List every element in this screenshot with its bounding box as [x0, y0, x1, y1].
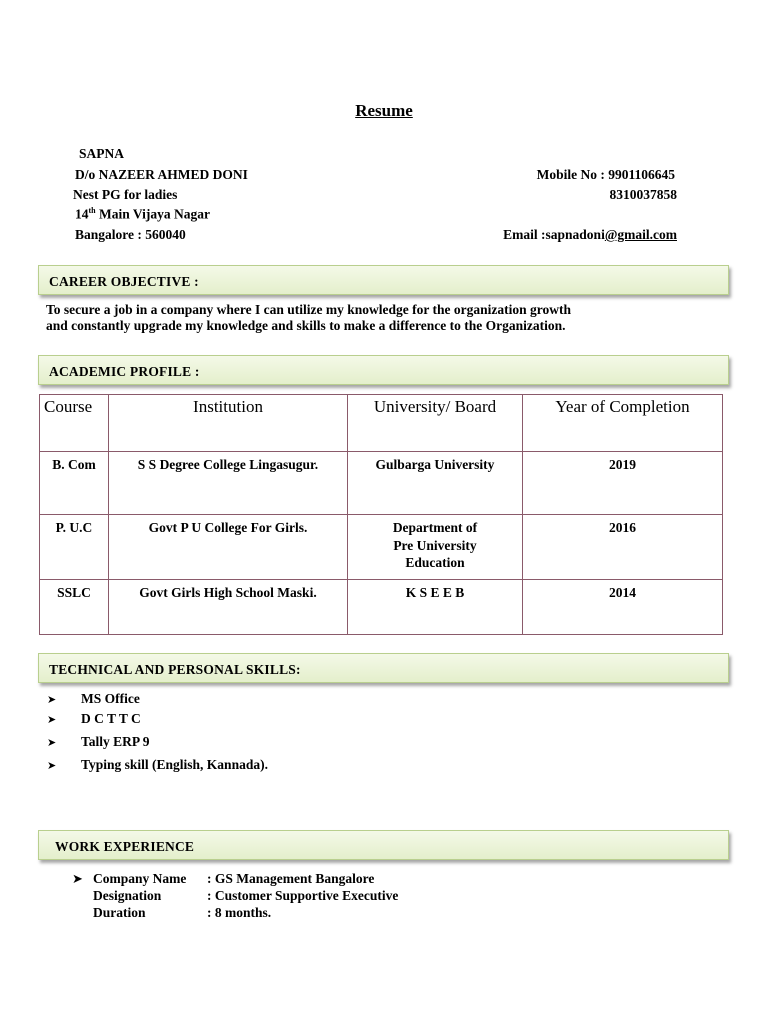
institution-cell: S S Degree College Lingasugur. [109, 452, 348, 515]
address-street-name: Main Vijaya Nagar [95, 206, 210, 222]
header-course: Course [40, 395, 109, 452]
header-board: University/ Board [348, 395, 523, 452]
board-line: Department of [392, 520, 478, 535]
skill-item: Typing skill (English, Kannada). [81, 757, 268, 772]
table-row [40, 580, 723, 635]
email-label: Email :sapnadoni [503, 227, 605, 242]
skills-header [38, 653, 729, 683]
work-experience-header [38, 830, 729, 860]
bullet-arrow-icon: ➤ [47, 760, 57, 772]
work-experience-heading: WORK EXPERIENCE [55, 839, 195, 854]
bullet-arrow-icon: ➤ [47, 737, 57, 749]
table-header-row [40, 395, 723, 452]
address-street-number: 14 [75, 206, 89, 222]
bullet-arrow-icon: ➤ [47, 714, 57, 726]
course-cell: SSLC [40, 580, 109, 635]
academic-profile-header [38, 355, 729, 385]
skill-item: MS Office [81, 691, 140, 706]
institution-cell: Govt Girls High School Maski. [109, 580, 348, 635]
board-cell: K S E E B [348, 580, 523, 635]
address-ordinal-suffix: th [88, 206, 96, 215]
board-cell: Gulbarga University [348, 452, 523, 515]
table-row [40, 515, 723, 580]
skill-item: Tally ERP 9 [81, 734, 150, 749]
header-institution: Institution [109, 395, 348, 452]
candidate-name: SAPNA [79, 146, 125, 161]
career-objective-heading: CAREER OBJECTIVE : [49, 274, 199, 289]
bullet-arrow-icon: ➤ [72, 871, 83, 886]
mobile-number: Mobile No : 9901106645 [536, 167, 675, 182]
designation-label: Designation [93, 888, 162, 903]
company-label: Company Name [93, 871, 187, 886]
duration-value: : 8 months. [207, 905, 272, 920]
bullet-arrow-icon: ➤ [47, 694, 57, 706]
skills-heading: TECHNICAL AND PERSONAL SKILLS: [49, 662, 301, 677]
academic-profile-heading: ACADEMIC PROFILE : [49, 364, 200, 379]
relation-line: D/o NAZEER AHMED DONI [75, 167, 248, 182]
year-cell: 2019 [523, 452, 723, 515]
academic-table [39, 394, 723, 635]
career-objective-line-2: and constantly upgrade my knowledge and skills to make a difference to the Organization. [46, 318, 566, 333]
address-line-3: Bangalore : 560040 [75, 227, 186, 242]
duration-label: Duration [93, 905, 146, 920]
company-value: : GS Management Bangalore [207, 871, 375, 886]
board-line: Education [405, 555, 465, 570]
course-cell: B. Com [40, 452, 109, 515]
board-line: Pre University [393, 537, 477, 553]
address-line-2 [75, 206, 210, 223]
header-year: Year of Completion [523, 395, 723, 452]
institution-cell: Govt P U College For Girls. [109, 515, 348, 580]
address-line-1: Nest PG for ladies [73, 187, 178, 202]
year-cell: 2016 [523, 515, 723, 580]
career-objective-line-1: To secure a job in a company where I can utilize my knowledge for the organization growth [46, 302, 571, 317]
email-domain-link[interactable]: @gmail.com [604, 227, 677, 242]
designation-value: : Customer Supportive Executive [207, 888, 399, 903]
mobile-number-alt: 8310037858 [609, 187, 677, 202]
year-cell: 2014 [523, 580, 723, 635]
email-line [420, 227, 677, 243]
page-title: Resume [355, 101, 413, 120]
table-row [40, 452, 723, 515]
board-cell [348, 515, 523, 580]
career-objective-header [38, 265, 729, 295]
skill-item: D C T T C [81, 711, 141, 726]
course-cell: P. U.C [40, 515, 109, 580]
